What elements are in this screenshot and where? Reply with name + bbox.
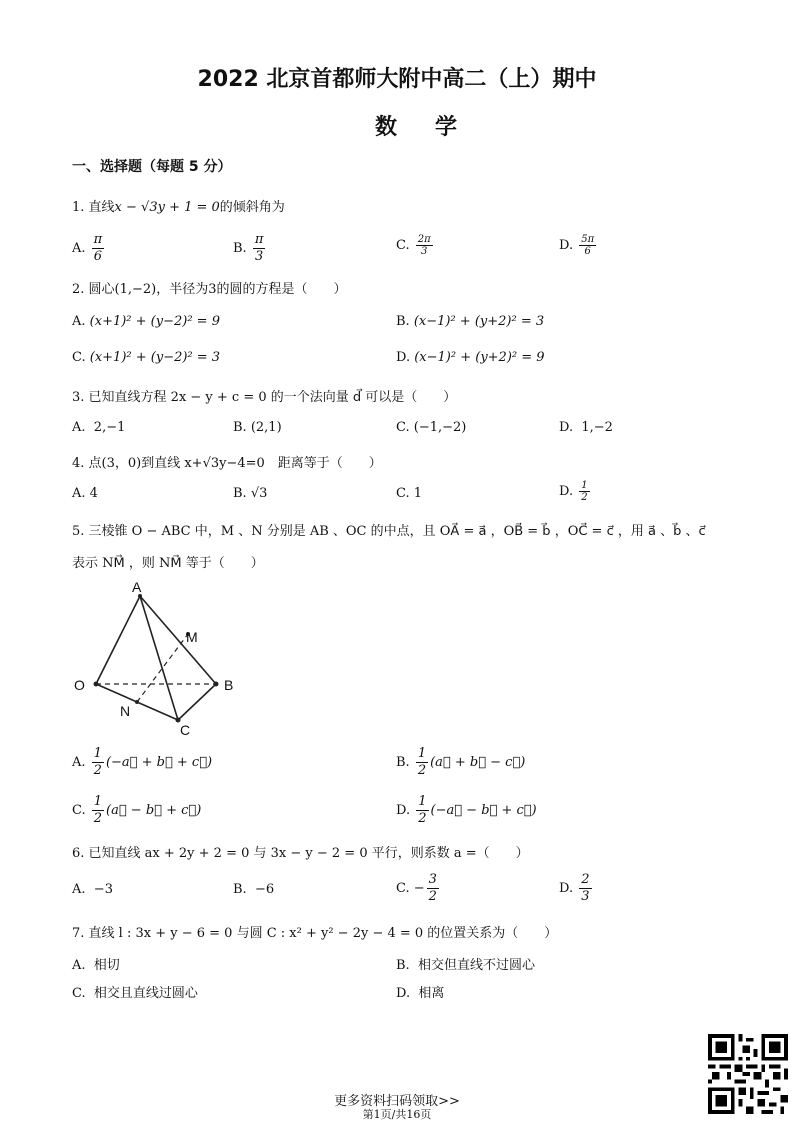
label-n: N [120,703,131,719]
tetrahedron-figure [68,580,248,740]
q2-option-c: C. (x+1)² + (y−2)² = 3 [72,350,221,365]
question-5-stem-line-1: 5. 三棱锥 O − ABC 中，M 、N 分别是 AB 、OC 的中点，且 OA⃗ = a⃗ ，OB⃗ = b⃗ ，OC⃗ = c⃗ ，用 a⃗ 、b⃗ 、c⃗ [72,524,706,539]
q6-option-b: B. −6 [233,882,275,897]
label-a: A [132,580,142,595]
q1-option-b: B. $\frac{\pi}{3}$ [233,232,264,264]
question-2-stem: 2. 圆心(1,−2)，半径为3的圆的方程是（ ） [72,282,347,297]
question-1-stem: 1. 直线x − √3y + 1 = 0的倾斜角为 [72,200,285,215]
q1-option-c: C. $\frac{2\pi}{3}$ [396,234,431,257]
section-title: 一、选择题（每题 5 分） [72,159,232,175]
document-title: 2022 北京首都师大附中高二（上）期中 [197,67,597,92]
q2-option-d: D. (x−1)² + (y+2)² = 9 [396,350,545,365]
q1-option-a: A. $\frac{\pi}{6}$ [72,232,103,264]
question-5-stem-line-2: 表示 NM⃗ ，则 NM⃗ 等于（ ） [72,556,264,571]
q2-option-b: B. (x−1)² + (y+2)² = 3 [396,314,545,329]
page-number: 第1页/共16页 [362,1108,432,1121]
q7-option-a: A. 相切 [72,958,120,973]
footer-promo-link[interactable]: 更多资料扫码领取>> [334,1094,460,1109]
q5-option-b: B. $\frac{1}{2}$ (a⃗ + b⃗ − c⃗) [396,746,526,778]
q7-option-d: D. 相离 [396,986,445,1001]
q3-option-c: C. (−1,−2) [396,420,467,435]
question-4-stem: 4. 点(3，0)到直线 x+√3y−4=0 距离等于（ ） [72,456,382,471]
q3-option-b: B. (2,1) [233,420,282,435]
question-6-stem: 6. 已知直线 ax + 2y + 2 = 0 与 3x − y − 2 = 0 平行，则系数 a =（ ） [72,846,529,861]
q4-option-c: C. 1 [396,486,423,501]
question-3-stem: 3. 已知直线方程 2x − y + c = 0 的一个法向量 d⃗ 可以是（ ） [72,390,457,405]
subject-heading: 数学 [374,115,495,140]
q4-option-b: B. √3 [233,486,268,501]
label-o: O [74,677,85,693]
q5-option-a: A. $\frac{1}{2}$ (−a⃗ + b⃗ + c⃗) [72,746,213,778]
q7-option-c: C. 相交且直线过圆心 [72,986,198,1001]
q3-option-d: D. 1,−2 [559,420,613,435]
q7-option-b: B. 相交但直线不过圆心 [396,958,535,973]
q3-option-a: A. 2,−1 [72,420,126,435]
label-m: M [186,629,198,645]
q6-option-c: C. − $\frac{3}{2}$ [396,872,437,904]
q2-option-a: A. (x+1)² + (y−2)² = 9 [72,314,220,329]
question-7-stem: 7. 直线 l : 3x + y − 6 = 0 与圆 C : x² + y² − 2y − 4 = 0 的位置关系为（ ） [72,926,558,941]
q5-option-d: D. $\frac{1}{2}$ (−a⃗ − b⃗ + c⃗) [396,794,537,826]
q4-option-a: A. 4 [72,486,98,501]
q1-option-d: D. $\frac{5\pi}{6}$ [559,234,595,257]
label-b: B [224,677,234,693]
q6-option-a: A. −3 [72,882,113,897]
q5-option-c: C. $\frac{1}{2}$ (a⃗ − b⃗ + c⃗) [72,794,202,826]
label-c: C [180,722,191,738]
q4-option-d: D. $\frac{1}{2}$ [559,480,588,503]
q6-option-d: D. $\frac{2}{3}$ [559,872,590,904]
